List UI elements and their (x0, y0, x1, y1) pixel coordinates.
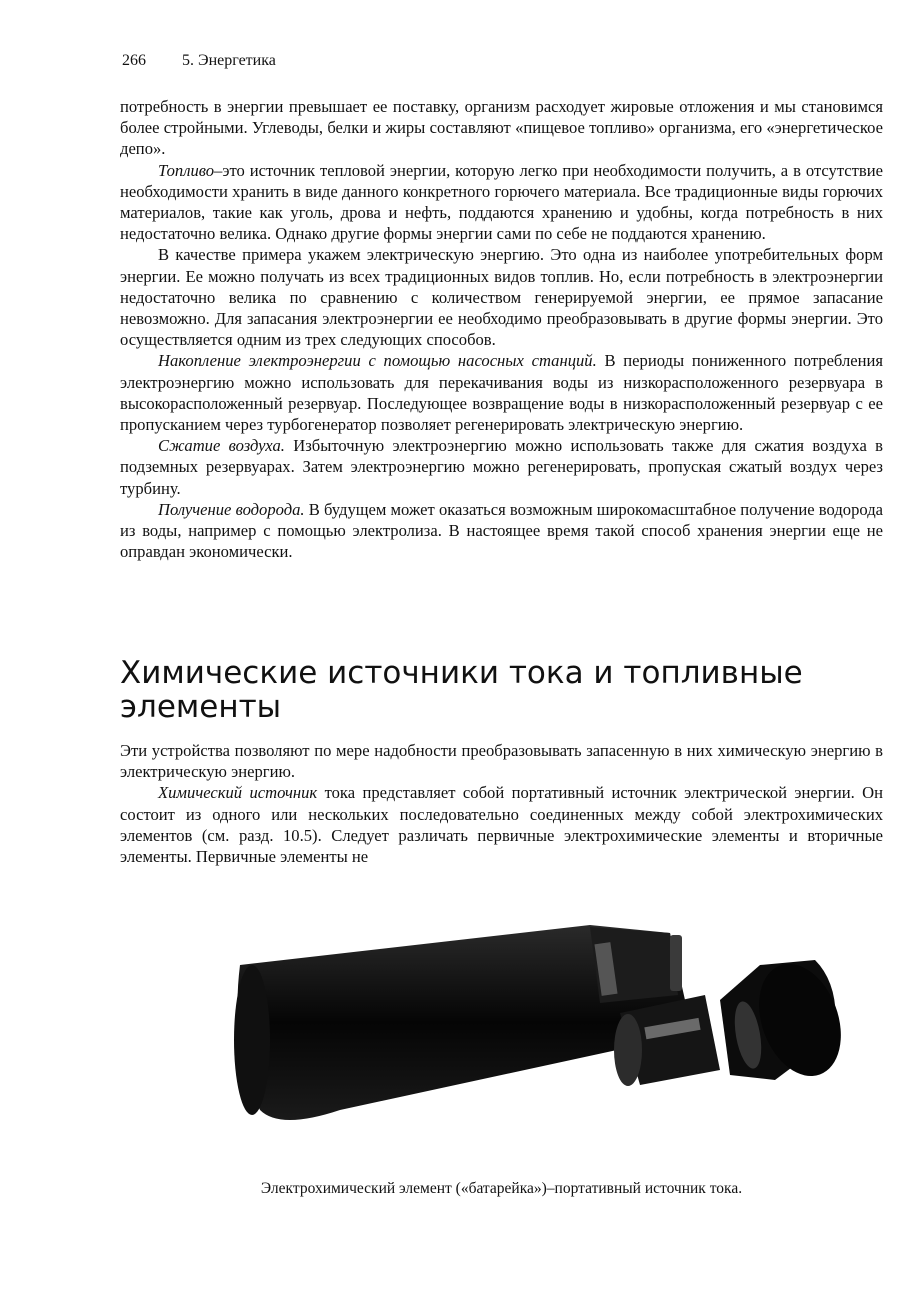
page-number: 266 (122, 52, 146, 69)
paragraph-lead: Топливо (158, 160, 215, 180)
paragraph-lead: Сжатие воздуха. (158, 436, 285, 456)
paragraph (120, 435, 883, 499)
paragraph-text: В качестве примера укажем электрическую энергию. Это одна из наиболее употребительных форм энергии. Ее можно получать из всех традиционных видов топлив. Но, если потребность в электроэнергии недостаточно велика по сравнению с количеством генерируемой энергии, ее прямое запасание невозможно. Для запасания электроэнергии ее необходимо преобразовывать в другие формы энергии. Это осуществляется одним из трех следующих способов. (120, 245, 883, 350)
paragraph-text: потребность в энергии превышает ее поставку, организм расходует жировые отложения и мы становимся более стройными. Углеводы, белки и жиры составляют «пищевое топливо» организма, его «энергетическое депо». (120, 97, 883, 159)
paragraph-text: –это источник тепловой энергии, которую легко при необходимости получить, а в отсутствие необходимости хранить в виде данного конкретного горючего материала. Все традиционные виды горючих материалов, такие как уголь, дрова и нефть, поддаются хранению и удобны, когда потребность в них недостаточно велика. Однако другие формы энергии сами по себе не поддаются хранению. (120, 160, 883, 244)
paragraph (120, 244, 883, 350)
text-block-chemical-sources (120, 740, 883, 867)
battery-figure (200, 905, 860, 1165)
running-title: 5. Энергетика (182, 52, 276, 69)
paragraph-text: Избыточную электроэнергию можно использовать также для сжатия воздуха в подземных резервуарах. Затем электроэнергию можно регенерировать, пропуская сжатый воздух через турбину. (120, 436, 884, 498)
paragraph-text: В будущем может оказаться возможным широкомасштабное получение водорода из воды, например с помощью электролиза. В настоящее время такой способ хранения энергии еще не оправдан экономически. (120, 499, 884, 562)
paragraph-text: Эти устройства позволяют по мере надобности преобразовывать запасенную в них химическую энергию в электрическую энергию. (120, 741, 883, 782)
paragraph (120, 740, 883, 782)
paragraph (120, 160, 883, 245)
paragraph-text: тока представляет собой портативный источник электрической энергии. Он состоит из одного или нескольких последовательно соединенных между собой электрохимических элементов (см. разд. 10.5). Следует различать первичные электрохимические элементы и вторичные элементы. Первичные элементы не (120, 783, 883, 867)
battery-photo-icon (200, 905, 860, 1165)
text-block-energy-storage (120, 96, 883, 562)
paragraph (120, 350, 883, 435)
paragraph-text: В периоды пониженного потребления электроэнергию можно использовать для перекачивания воды из низкорасположенного резервуара в высокорасположенный резервуар. Последующее возвращение воды в низкорасположенный резервуар с ее пропусканием через турбогенератор позволяет регенерировать электрическую энергию. (120, 351, 884, 435)
section-title: Химические источники тока и топливные элементы (120, 655, 803, 725)
paragraph (120, 96, 883, 160)
paragraph-lead: Химический источник (158, 783, 318, 803)
paragraph (120, 499, 883, 563)
paragraph-lead: Накопление электроэнергии с помощью насосных станций. (158, 351, 597, 371)
paragraph-lead: Получение водорода. (158, 499, 305, 519)
running-header (122, 52, 276, 70)
figure-caption: Электрохимический элемент («батарейка»)–портативный источник тока. (260, 1180, 743, 1197)
paragraph (120, 782, 883, 867)
